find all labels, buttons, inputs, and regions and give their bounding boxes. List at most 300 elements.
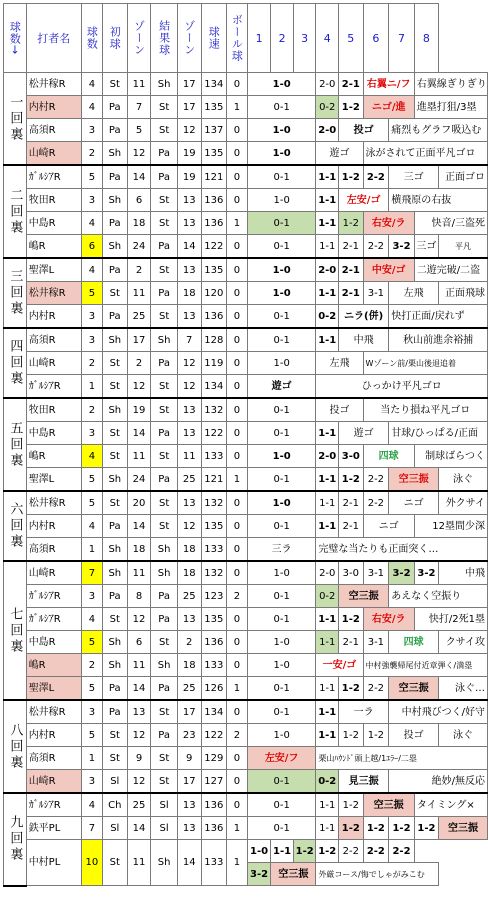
- result-zone: 19: [177, 165, 201, 189]
- header-cell: 8: [414, 4, 438, 73]
- count-cell: 1-1: [316, 817, 339, 840]
- count-cell: 3-1: [363, 561, 389, 585]
- result-zone: 17: [177, 73, 201, 96]
- pitch-speed: 133: [201, 445, 226, 468]
- pitch-speed: 134: [201, 73, 226, 96]
- first-zone: 12: [127, 142, 151, 166]
- first-zone: 14: [127, 677, 151, 701]
- ball-count: 0: [226, 398, 247, 422]
- count-cell: 中安/ゴ: [363, 258, 414, 282]
- pitch-speed: 122: [201, 235, 226, 259]
- first-pitch: Sh: [102, 538, 127, 562]
- ball-count: 0: [226, 700, 247, 724]
- count-cell: 見三振: [339, 770, 389, 794]
- table-row: [4, 445, 488, 468]
- count-cell: 1-0: [247, 189, 316, 212]
- result-zone: 18: [177, 538, 201, 562]
- count-cell: 1-1: [316, 189, 339, 212]
- batter-name: 牧田R: [26, 398, 81, 422]
- table-row: [4, 165, 488, 189]
- batter-name: 嶋R: [26, 654, 81, 677]
- result-zone: 2: [177, 631, 201, 654]
- pitch-speed: 132: [201, 398, 226, 422]
- count-cell: 0-2: [316, 96, 339, 119]
- first-zone: 19: [127, 398, 151, 422]
- count-cell: 三ゴ: [414, 235, 438, 259]
- first-zone: 24: [127, 235, 151, 259]
- result-pitch: Sh: [151, 840, 177, 886]
- result-zone: 12: [177, 119, 201, 142]
- count-cell: 1-2: [339, 677, 364, 701]
- result-zone: 17: [177, 770, 201, 794]
- count-cell: 絶妙/無反応: [389, 770, 488, 794]
- pitch-speed: 133: [201, 840, 226, 886]
- table-row: [4, 258, 488, 282]
- result-zone: 25: [177, 585, 201, 608]
- table-row: [4, 235, 488, 259]
- result-pitch: Sh: [151, 654, 177, 677]
- pitch-count: 3: [81, 119, 102, 142]
- count-cell: 2-1: [339, 631, 364, 654]
- first-zone: 25: [127, 305, 151, 329]
- pitch-count: 5: [81, 165, 102, 189]
- result-pitch: Sh: [151, 538, 177, 562]
- first-zone: 6: [127, 631, 151, 654]
- header-cell: 3: [293, 4, 316, 73]
- header-cell: 7: [389, 4, 415, 73]
- first-zone: 2: [127, 258, 151, 282]
- table-row: [4, 96, 488, 119]
- count-cell: 0-2: [316, 585, 339, 608]
- table-row: [4, 515, 488, 538]
- result-pitch: St: [151, 212, 177, 235]
- batter-name: ｶﾞﾙｼｱR: [26, 608, 81, 631]
- result-zone: 13: [177, 491, 201, 515]
- count-cell: 1-0: [247, 654, 316, 677]
- pitch-count: 4: [81, 96, 102, 119]
- count-cell: 右安/ラ: [363, 212, 414, 235]
- result-zone: 18: [177, 654, 201, 677]
- table-row: [4, 654, 488, 677]
- count-cell: 空三振: [389, 468, 439, 492]
- table-header: [4, 4, 488, 73]
- result-pitch: Pa: [151, 422, 177, 445]
- first-zone: 13: [127, 700, 151, 724]
- table-row: [4, 631, 488, 654]
- count-cell: 0-1: [247, 235, 316, 259]
- batter-name: 内村R: [26, 96, 81, 119]
- count-cell: 投ゴ: [339, 119, 389, 142]
- count-cell: 1-0: [247, 119, 316, 142]
- result-pitch: St: [151, 770, 177, 794]
- pitch-speed: 135: [201, 515, 226, 538]
- pitch-speed: 136: [201, 793, 226, 817]
- result-zone: 7: [177, 328, 201, 352]
- count-cell: 空三振: [363, 793, 414, 817]
- ball-count: 0: [226, 165, 247, 189]
- first-zone: 11: [127, 561, 151, 585]
- result-pitch: Sl: [151, 793, 177, 817]
- table-row: [4, 398, 488, 422]
- first-zone: 11: [127, 654, 151, 677]
- count-cell: 甘球/ひっぱる/正面: [389, 422, 488, 445]
- first-zone: 24: [127, 468, 151, 492]
- table-row: [4, 724, 488, 747]
- result-zone: 13: [177, 608, 201, 631]
- header-cell: 打者名: [26, 4, 81, 73]
- result-zone: 25: [177, 468, 201, 492]
- batter-name: 松井稼R: [26, 700, 81, 724]
- table-row: [4, 817, 488, 840]
- count-cell: 2-1: [339, 491, 364, 515]
- header-row: [4, 4, 488, 73]
- pitch-count: 10: [81, 840, 102, 886]
- result-pitch: Pa: [151, 352, 177, 375]
- count-cell: タイミング×: [414, 793, 487, 817]
- first-pitch: Sh: [102, 189, 127, 212]
- count-cell: 当たり損ね平凡ゴロ: [363, 398, 487, 422]
- first-zone: 11: [127, 73, 151, 96]
- count-cell: 3-1: [363, 282, 389, 305]
- first-zone: 17: [127, 328, 151, 352]
- count-cell: 0-1: [247, 398, 316, 422]
- count-cell: 2-0: [316, 73, 339, 96]
- batter-name: 山崎R: [26, 142, 81, 166]
- inning-label: 九回裏: [4, 793, 27, 886]
- batter-name: ｶﾞﾙｼｱR: [26, 585, 81, 608]
- batter-name: 内村R: [26, 305, 81, 329]
- batter-name: 中島R: [26, 422, 81, 445]
- count-cell: 2-2: [363, 491, 389, 515]
- count-cell: 右翼ニ/フ: [363, 73, 414, 96]
- ball-count: 1: [226, 212, 247, 235]
- pitch-count: 5: [81, 491, 102, 515]
- ball-count: 0: [226, 561, 247, 585]
- count-cell: 1-2: [339, 468, 364, 492]
- result-zone: 13: [177, 422, 201, 445]
- result-zone: 19: [177, 142, 201, 166]
- count-cell: 遊ゴ: [316, 142, 363, 166]
- count-cell: あえなく空振り: [389, 585, 488, 608]
- result-pitch: Pa: [151, 142, 177, 166]
- result-pitch: St: [151, 515, 177, 538]
- batter-name: 牧田R: [26, 189, 81, 212]
- result-pitch: St: [151, 747, 177, 770]
- batter-name: 鉄平PL: [26, 817, 81, 840]
- ball-count: 2: [226, 724, 247, 747]
- batter-name: ｶﾞﾙｼｱR: [26, 375, 81, 399]
- count-cell: 0-1: [247, 165, 316, 189]
- count-cell: 1-1: [316, 700, 339, 724]
- table-row: [4, 305, 488, 329]
- batter-name: 中島R: [26, 212, 81, 235]
- count-cell: 1-0: [247, 561, 316, 585]
- count-cell: 痛烈もグラフ吸込む: [389, 119, 488, 142]
- count-cell: 秋山前進余裕捕: [389, 328, 488, 352]
- count-cell: 空三振: [271, 863, 316, 886]
- result-pitch: Sh: [151, 328, 177, 352]
- count-cell: 2-2: [363, 677, 389, 701]
- count-cell: 中村飛びつく/好守: [389, 700, 488, 724]
- count-cell: 1-1: [316, 608, 339, 631]
- ball-count: 0: [226, 119, 247, 142]
- count-cell: 横飛原の右抜: [389, 189, 488, 212]
- inning-label: 六回裏: [4, 491, 27, 561]
- table-row: [4, 561, 488, 585]
- pitch-count: 4: [81, 515, 102, 538]
- pitch-count: 6: [81, 235, 102, 259]
- count-cell: 遊ゴ: [339, 422, 389, 445]
- batter-name: ｶﾞﾙｼｱR: [26, 793, 81, 817]
- table-row: [4, 422, 488, 445]
- count-cell: 1-0: [247, 724, 316, 747]
- count-cell: 3-1: [363, 631, 389, 654]
- pitch-count: 7: [81, 561, 102, 585]
- header-cell: 結果球: [151, 4, 177, 73]
- ball-count: 0: [226, 375, 247, 399]
- inning-label: 二回裏: [4, 165, 27, 258]
- batter-name: 中島R: [26, 631, 81, 654]
- count-cell: 泳ぐ…: [439, 677, 488, 701]
- result-zone: 23: [177, 724, 201, 747]
- count-cell: 1-1: [316, 165, 339, 189]
- result-pitch: Sh: [151, 561, 177, 585]
- count-cell: 泳がされて正面平凡ゴロ: [363, 142, 487, 166]
- count-cell: 快打/2死1塁: [414, 608, 487, 631]
- first-zone: 14: [127, 165, 151, 189]
- result-pitch: St: [151, 96, 177, 119]
- count-cell: 2-1: [339, 515, 364, 538]
- ball-count: 0: [226, 282, 247, 305]
- pitch-count: 3: [81, 328, 102, 352]
- count-cell: クサイ攻: [439, 631, 488, 654]
- count-cell: 2-2: [363, 165, 389, 189]
- count-cell: 0-1: [247, 677, 316, 701]
- count-cell: 1-1: [316, 793, 339, 817]
- first-pitch: Sh: [102, 142, 127, 166]
- header-cell: ゾーン: [177, 4, 201, 73]
- header-cell: 初球: [102, 4, 127, 73]
- result-zone: 13: [177, 817, 201, 840]
- result-zone: 13: [177, 305, 201, 329]
- result-zone: 14: [177, 235, 201, 259]
- first-zone: 11: [127, 445, 151, 468]
- count-cell: 0-1: [247, 700, 316, 724]
- count-cell: ニゴ: [363, 515, 414, 538]
- first-zone: 11: [127, 840, 151, 886]
- count-cell: 一ラ: [339, 700, 389, 724]
- first-pitch: St: [102, 375, 127, 399]
- ball-count: 2: [226, 585, 247, 608]
- first-zone: 8: [127, 585, 151, 608]
- pitch-speed: 129: [201, 747, 226, 770]
- result-pitch: Sl: [151, 817, 177, 840]
- count-cell: 2-2: [363, 840, 389, 863]
- count-cell: 左飛: [389, 282, 439, 305]
- pitch-speed: 122: [201, 422, 226, 445]
- pitch-count: 3: [81, 585, 102, 608]
- ball-count: 0: [226, 258, 247, 282]
- pitch-speed: 128: [201, 328, 226, 352]
- count-cell: 1-2: [339, 165, 364, 189]
- pitch-speed: 136: [201, 305, 226, 329]
- count-cell: 2-0: [316, 119, 339, 142]
- count-cell: 1-0: [247, 282, 316, 305]
- count-cell: 0-1: [247, 515, 316, 538]
- pitch-speed: 136: [201, 817, 226, 840]
- pitch-speed: 132: [201, 491, 226, 515]
- table-row: [4, 677, 488, 701]
- first-pitch: Pa: [102, 165, 127, 189]
- count-cell: 投ゴ: [316, 398, 363, 422]
- result-pitch: Pa: [151, 235, 177, 259]
- table-row: [4, 538, 488, 562]
- ball-count: 0: [226, 631, 247, 654]
- count-cell: 泳ぐ: [439, 724, 488, 747]
- table-row: [4, 608, 488, 631]
- pitch-speed: 121: [201, 165, 226, 189]
- count-cell: 2-0: [316, 445, 339, 468]
- result-pitch: Pa: [151, 282, 177, 305]
- pitch-count: 4: [81, 445, 102, 468]
- pitch-speed: 136: [201, 212, 226, 235]
- result-zone: 25: [177, 677, 201, 701]
- first-pitch: St: [102, 422, 127, 445]
- count-cell: 2-0: [316, 258, 339, 282]
- table-row: [4, 73, 488, 96]
- count-cell: 2-2: [389, 840, 415, 863]
- count-cell: 1-1: [316, 631, 339, 654]
- count-cell: 12塁間少深: [414, 515, 487, 538]
- first-zone: 14: [127, 817, 151, 840]
- pitch-count: 1: [81, 375, 102, 399]
- count-cell: 三ラ: [247, 538, 316, 562]
- count-cell: 1-1: [316, 235, 339, 259]
- batter-name: 山崎R: [26, 352, 81, 375]
- inning-label: 八回裏: [4, 700, 27, 793]
- count-cell: 完璧な当たりも正面突く…: [316, 538, 488, 562]
- table-row: [4, 468, 488, 492]
- first-pitch: St: [102, 73, 127, 96]
- first-zone: 12: [127, 608, 151, 631]
- pitch-count: 5: [81, 282, 102, 305]
- pitch-count: 5: [81, 468, 102, 492]
- first-pitch: Sh: [102, 561, 127, 585]
- first-zone: 5: [127, 119, 151, 142]
- first-pitch: St: [102, 724, 127, 747]
- count-cell: 1-2: [339, 724, 364, 747]
- ball-count: 0: [226, 142, 247, 166]
- count-cell: 1-0: [247, 491, 316, 515]
- result-pitch: Pa: [151, 608, 177, 631]
- pitch-count: 5: [81, 677, 102, 701]
- first-pitch: St: [102, 608, 127, 631]
- first-pitch: Pa: [102, 305, 127, 329]
- first-pitch: Sh: [102, 631, 127, 654]
- first-pitch: Pa: [102, 515, 127, 538]
- count-cell: 外クサイ: [439, 491, 488, 515]
- count-cell: 1-2: [339, 608, 364, 631]
- count-cell: 投ゴ: [389, 724, 439, 747]
- count-cell: 2-1: [339, 235, 364, 259]
- table-row: [4, 840, 488, 863]
- count-cell: 2-0: [316, 561, 339, 585]
- ball-count: 1: [226, 817, 247, 840]
- count-cell: 三ゴ: [389, 165, 439, 189]
- ball-count: 0: [226, 445, 247, 468]
- pitch-count: 4: [81, 258, 102, 282]
- count-cell: ひっかけ平凡ゴロ: [316, 375, 488, 399]
- count-cell: 正面飛球: [439, 282, 488, 305]
- count-cell: 0-1: [247, 793, 316, 817]
- count-cell: 0-1: [247, 770, 316, 794]
- count-cell: 中村強襲帰尾付近章弾く/満塁: [363, 654, 487, 677]
- pitch-speed: 134: [201, 700, 226, 724]
- pitch-speed: 132: [201, 561, 226, 585]
- first-zone: 25: [127, 793, 151, 817]
- first-zone: 9: [127, 747, 151, 770]
- first-zone: 2: [127, 352, 151, 375]
- count-cell: 左安/ゴ: [339, 189, 389, 212]
- batter-name: 高須R: [26, 538, 81, 562]
- pitch-speed: 120: [201, 282, 226, 305]
- count-cell: 一安/ゴ: [316, 654, 363, 677]
- count-cell: 2-1: [339, 73, 364, 96]
- first-pitch: Pa: [102, 585, 127, 608]
- count-cell: 0-1: [247, 422, 316, 445]
- result-pitch: St: [151, 631, 177, 654]
- first-zone: 12: [127, 770, 151, 794]
- ball-count: 0: [226, 189, 247, 212]
- table-body: [4, 73, 488, 886]
- count-cell: 1-1: [316, 515, 339, 538]
- result-pitch: St: [151, 189, 177, 212]
- first-zone: 12: [127, 375, 151, 399]
- count-cell: 1-2: [339, 817, 364, 840]
- pitch-speed: 122: [201, 724, 226, 747]
- result-pitch: St: [151, 398, 177, 422]
- result-pitch: St: [151, 258, 177, 282]
- count-cell: 正面ゴロ: [439, 165, 488, 189]
- pitch-speed: 133: [201, 538, 226, 562]
- pitch-count: 2: [81, 352, 102, 375]
- first-pitch: Sh: [102, 235, 127, 259]
- count-cell: 1-2: [363, 724, 389, 747]
- result-zone: 12: [177, 352, 201, 375]
- ball-count: 1: [226, 840, 247, 886]
- first-pitch: Pa: [102, 677, 127, 701]
- first-pitch: Pa: [102, 700, 127, 724]
- count-cell: 遊ゴ: [247, 375, 316, 399]
- first-zone: 7: [127, 96, 151, 119]
- result-pitch: Sh: [151, 73, 177, 96]
- batter-name: 松井稼R: [26, 282, 81, 305]
- header-cell: 球数: [81, 4, 102, 73]
- pitch-speed: 137: [201, 119, 226, 142]
- pitch-count: 2: [81, 142, 102, 166]
- count-cell: 四球: [363, 445, 414, 468]
- first-pitch: Ch: [102, 793, 127, 817]
- first-pitch: Sh: [102, 468, 127, 492]
- pitch-speed: 135: [201, 96, 226, 119]
- result-zone: 11: [177, 445, 201, 468]
- header-cell: 球数→: [4, 4, 27, 73]
- count-cell: 1-1: [316, 468, 339, 492]
- pitch-count: 4: [81, 793, 102, 817]
- pitch-speed: 119: [201, 352, 226, 375]
- count-cell: ニゴ/進: [363, 96, 414, 119]
- ball-count: 0: [226, 73, 247, 96]
